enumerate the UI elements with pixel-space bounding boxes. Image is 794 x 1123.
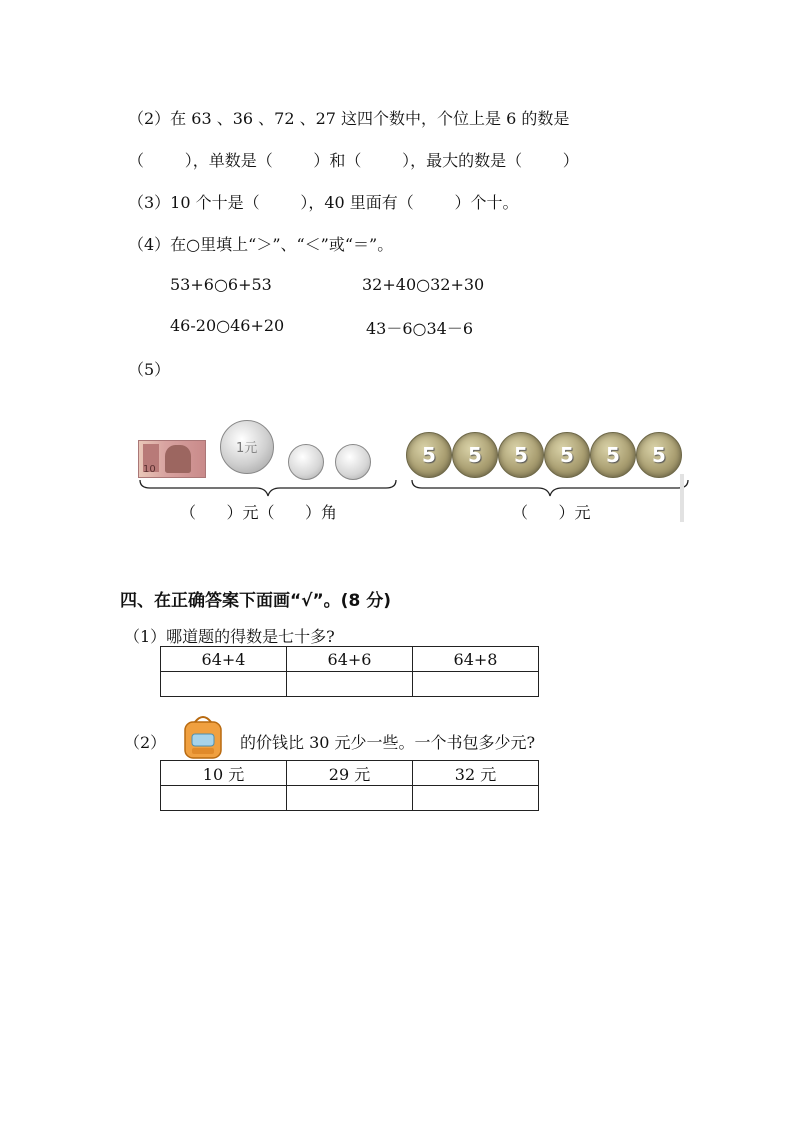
section4-q2-label: （2） (124, 733, 167, 752)
q5-right-answer: （ ）元 (512, 503, 591, 522)
q2-line2: （ ），单数是（ ）和（ ），最大的数是（ ） (128, 151, 579, 170)
five-jiao-coin-4: 5 (544, 432, 590, 478)
section4-q2-text: 的价钱比 30 元少一些。一个书包多少元? (240, 733, 536, 752)
five-jiao-coin-6: 5 (636, 432, 682, 478)
q2-answer-table (160, 760, 539, 811)
table-row (161, 647, 539, 672)
schoolbag-icon (180, 714, 226, 760)
jiao-coin-1 (288, 444, 324, 480)
q4-expr1: 53+6○6+53 (170, 275, 272, 294)
q3-line: （3）10 个十是（ ），40 里面有（ ）个十。 (128, 193, 519, 212)
q5-label: （5） (128, 360, 171, 379)
left-brace (138, 478, 398, 498)
answer-cell[interactable] (287, 672, 413, 697)
page-edge-mark (680, 474, 684, 522)
answer-cell[interactable] (413, 672, 539, 697)
answer-cell[interactable] (161, 786, 287, 811)
q5-left-answer: （ ）元（ ）角 (180, 503, 338, 522)
q4-expr2: 32+40○32+30 (362, 275, 485, 294)
five-jiao-coin-1: 5 (406, 432, 452, 478)
ten-yuan-banknote (138, 440, 206, 478)
q1-answer-table (160, 646, 539, 697)
table-row (161, 761, 539, 786)
five-jiao-coin-2: 5 (452, 432, 498, 478)
q4-expr3: 46-20○46+20 (170, 316, 285, 335)
answer-cell[interactable] (161, 672, 287, 697)
banknote-value: 10 (143, 464, 156, 475)
right-brace (410, 478, 690, 498)
option-cell: 64+8 (413, 647, 539, 672)
q4-expr4: 43－6○34－6 (366, 319, 474, 338)
section4-q1-label: （1）哪道题的得数是七十多? (124, 627, 335, 646)
option-cell: 64+6 (287, 647, 413, 672)
coin-large-value: 1元 (236, 441, 258, 456)
q2-line1: （2）在 63 、36 、72 、27 这四个数中，个位上是 6 的数是 (128, 109, 570, 128)
option-cell: 29 元 (287, 761, 413, 786)
answer-cell[interactable] (287, 786, 413, 811)
five-jiao-coin-3: 5 (498, 432, 544, 478)
table-row (161, 672, 539, 697)
option-cell: 10 元 (161, 761, 287, 786)
table-row (161, 786, 539, 811)
one-yuan-coin (220, 420, 274, 474)
option-cell: 64+4 (161, 647, 287, 672)
q4-line: （4）在○里填上“＞”、“＜”或“＝”。 (128, 235, 394, 254)
five-jiao-coin-5: 5 (590, 432, 636, 478)
answer-cell[interactable] (413, 786, 539, 811)
option-cell: 32 元 (413, 761, 539, 786)
jiao-coin-2 (335, 444, 371, 480)
section4-title: 四、在正确答案下面画“√”。(8 分) (120, 591, 391, 611)
